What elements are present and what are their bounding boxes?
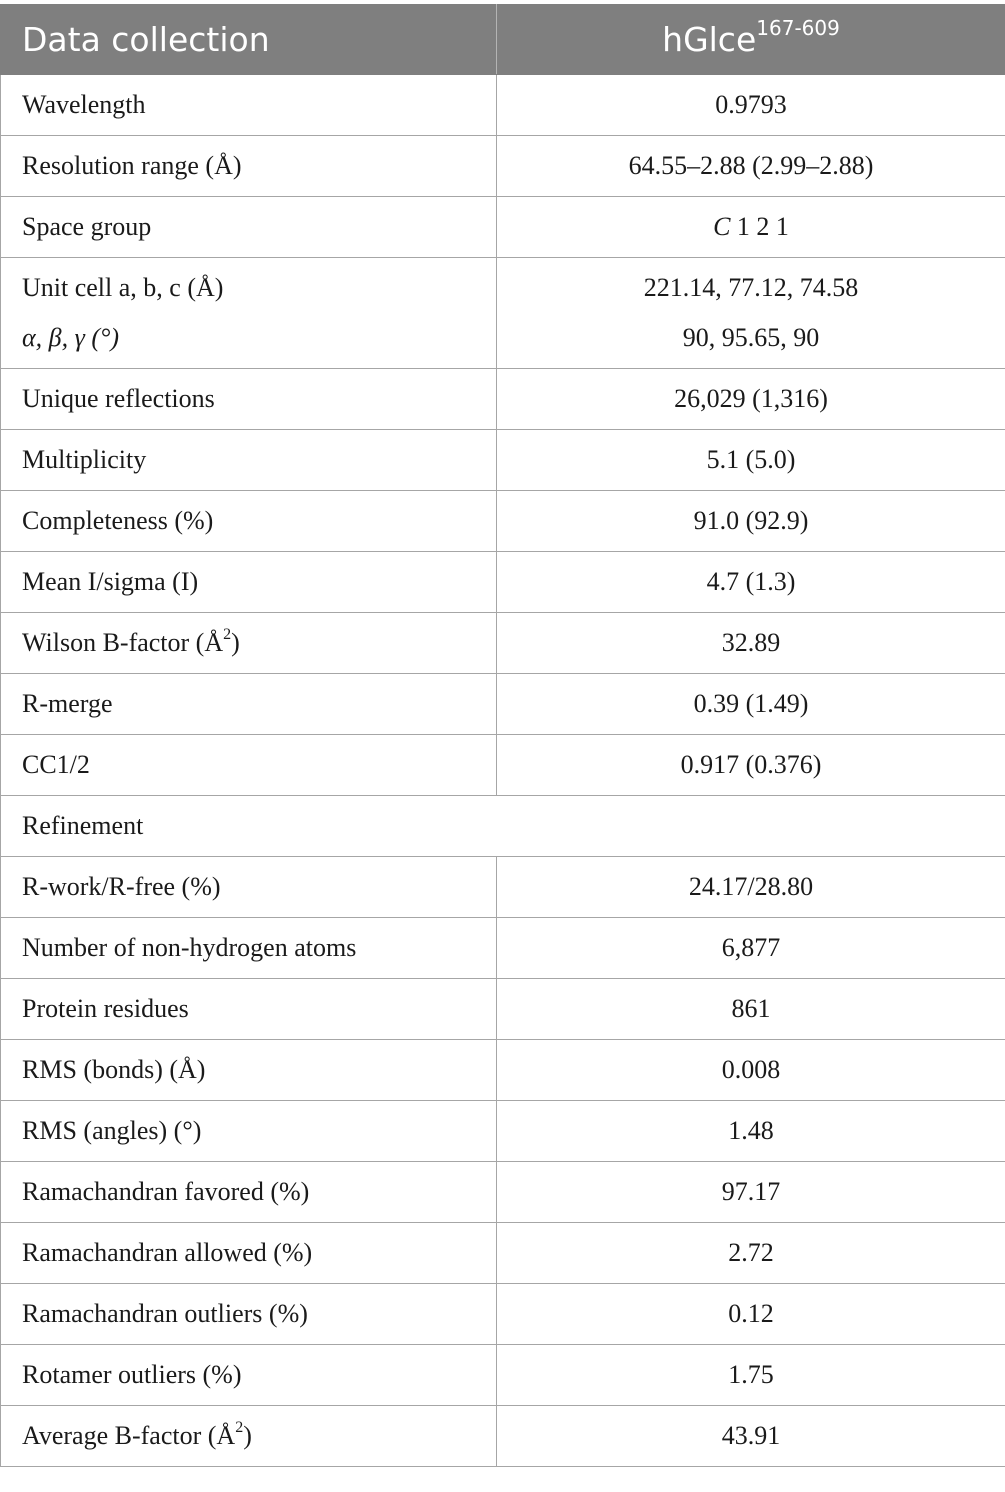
section-heading: Refinement [1,796,1005,857]
table-row [1,1345,1005,1406]
table-row [1,258,1005,369]
wilson-label-close: ) [231,628,240,657]
wilson-label-text: Wilson B-factor (Å [22,628,224,657]
header-row [1,5,1005,75]
wilson-label-superscript: 2 [223,626,232,644]
header-construct-name: hGlce [662,20,757,59]
space-group-lattice: C [713,212,731,241]
row-value: 0.008 [497,1040,1005,1101]
table-row [1,75,1005,136]
table-row [1,857,1005,918]
row-value: 2.72 [497,1223,1005,1284]
row-label [1,258,497,369]
table-row [1,197,1005,258]
table-row [1,918,1005,979]
row-label: CC1/2 [1,735,497,796]
section-row-refinement [1,796,1005,857]
row-label: Resolution range (Å) [1,136,497,197]
avg-bfactor-label-superscript: 2 [235,1419,244,1437]
row-value: 26,029 (1,316) [497,369,1005,430]
unit-cell-angles-value: 90, 95.65, 90 [682,323,820,352]
row-value: 43.91 [497,1406,1005,1467]
row-value: 1.48 [497,1101,1005,1162]
table-row [1,136,1005,197]
row-label: Wavelength [1,75,497,136]
row-value: 861 [497,979,1005,1040]
table-row [1,1223,1005,1284]
table-body [1,75,1005,1467]
row-label: RMS (bonds) (Å) [1,1040,497,1101]
row-value: 32.89 [497,613,1005,674]
header-construct-range: 167-609 [756,16,840,40]
table-row [1,613,1005,674]
table-row [1,1284,1005,1345]
row-label: Space group [1,197,497,258]
row-value [497,197,1005,258]
table-row [1,369,1005,430]
row-label: Rotamer outliers (%) [1,1345,497,1406]
row-value: 24.17/28.80 [497,857,1005,918]
row-label: Ramachandran outliers (%) [1,1284,497,1345]
table-row [1,552,1005,613]
table-row [1,735,1005,796]
row-label: Number of non-hydrogen atoms [1,918,497,979]
row-label: Unique reflections [1,369,497,430]
row-label: Ramachandran favored (%) [1,1162,497,1223]
row-value: 0.9793 [497,75,1005,136]
row-label: Completeness (%) [1,491,497,552]
row-value: 1.75 [497,1345,1005,1406]
row-label: RMS (angles) (°) [1,1101,497,1162]
row-label: R-work/R-free (%) [1,857,497,918]
row-value: 97.17 [497,1162,1005,1223]
row-label: Mean I/sigma (I) [1,552,497,613]
table-header [1,5,1005,75]
avg-bfactor-label-close: ) [243,1421,252,1450]
table-row [1,979,1005,1040]
table-row [1,1101,1005,1162]
unit-cell-angles-label: α, β, γ (°) [22,323,120,352]
table-row [1,1406,1005,1467]
row-value: 0.917 (0.376) [497,735,1005,796]
unit-cell-lengths-label: Unit cell a, b, c (Å) [22,273,224,302]
unit-cell-lengths-value: 221.14, 77.12, 74.58 [643,273,859,302]
header-data-collection: Data collection [1,5,497,75]
row-value: 64.55–2.88 (2.99–2.88) [497,136,1005,197]
row-value: 0.12 [497,1284,1005,1345]
header-construct [497,5,1005,75]
row-value: 5.1 (5.0) [497,430,1005,491]
table-row [1,430,1005,491]
row-value: 0.39 (1.49) [497,674,1005,735]
row-value: 4.7 (1.3) [497,552,1005,613]
row-label [1,1406,497,1467]
row-label: Multiplicity [1,430,497,491]
table-row [1,491,1005,552]
table-row [1,674,1005,735]
row-label: Ramachandran allowed (%) [1,1223,497,1284]
row-value: 91.0 (92.9) [497,491,1005,552]
table-row [1,1040,1005,1101]
row-label: R-merge [1,674,497,735]
row-value [497,258,1005,369]
avg-bfactor-label-text: Average B-factor (Å [22,1421,236,1450]
crystallography-table [0,4,1005,1467]
row-label [1,613,497,674]
row-value: 6,877 [497,918,1005,979]
table-row [1,1162,1005,1223]
space-group-symbols: 1 2 1 [730,212,789,241]
row-label: Protein residues [1,979,497,1040]
data-table-container [0,4,1005,1467]
